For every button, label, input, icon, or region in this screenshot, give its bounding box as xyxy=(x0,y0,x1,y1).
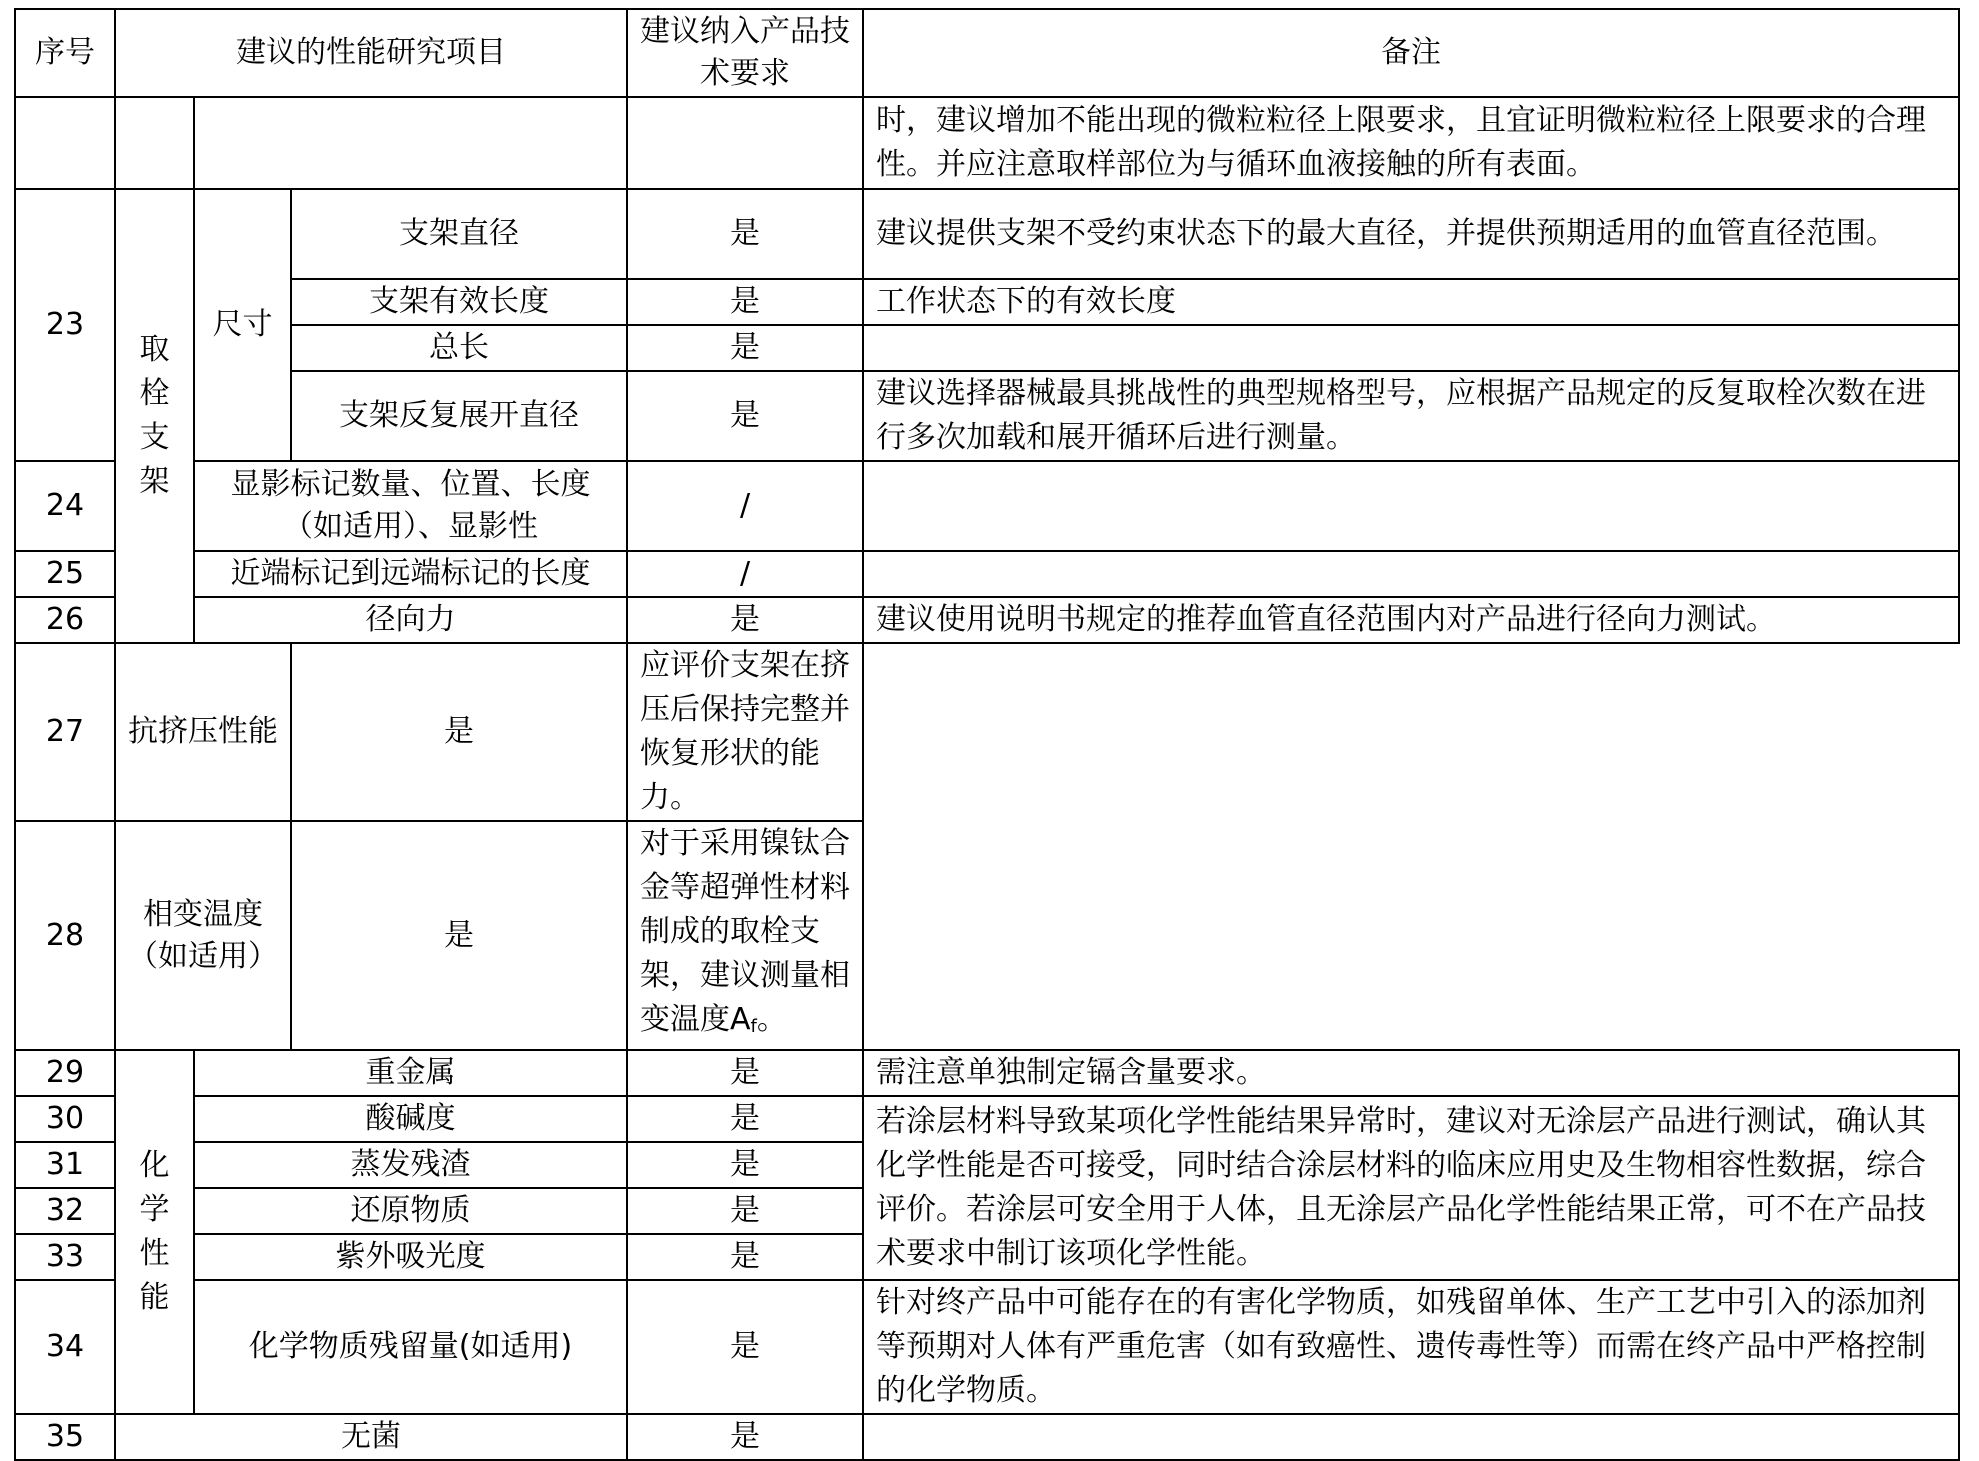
table-row xyxy=(15,325,1959,371)
group-stent-cell: 取栓支架 xyxy=(115,189,194,643)
note-cell xyxy=(863,1414,1959,1460)
include-cell: 是 xyxy=(627,1234,863,1280)
table-row xyxy=(15,371,1959,461)
table-row xyxy=(15,1050,1959,1096)
include-cell: 是 xyxy=(627,1280,863,1414)
include-cell: 是 xyxy=(627,1096,863,1142)
seq-cell: 23 xyxy=(15,189,115,461)
table-row xyxy=(15,189,1959,279)
seq-cell: 33 xyxy=(15,1234,115,1280)
table-row xyxy=(15,821,1959,1050)
include-cell: / xyxy=(627,461,863,551)
item-cell: 抗挤压性能 xyxy=(115,643,291,821)
seq-cell: 26 xyxy=(15,597,115,643)
note-cell: 需注意单独制定镉含量要求。 xyxy=(863,1050,1959,1096)
group-chemical-cell: 化学性能 xyxy=(115,1050,194,1414)
include-cell: / xyxy=(627,551,863,597)
include-cell: 是 xyxy=(291,643,627,821)
note-cell xyxy=(863,461,1959,551)
table-row xyxy=(15,597,1959,643)
note-cell: 时，建议增加不能出现的微粒粒径上限要求，且宜证明微粒粒径上限要求的合理性。并应注意取样部位为与循环血液接触的所有表面。 xyxy=(863,97,1959,189)
header-include: 建议纳入产品技术要求 xyxy=(627,9,863,97)
note-cell: 若涂层材料导致某项化学性能结果异常时，建议对无涂层产品进行测试，确认其化学性能是否可接受，同时结合涂层材料的临床应用史及生物相容性数据，综合评价。若涂层可安全用于人体，且无涂层产品化学性能结果正常，可不在产品技术要求中制订该项化学性能。 xyxy=(863,1096,1959,1280)
include-cell: 是 xyxy=(627,279,863,325)
seq-cell: 24 xyxy=(15,461,115,551)
include-cell: 是 xyxy=(627,325,863,371)
note-cell: 建议提供支架不受约束状态下的最大直径，并提供预期适用的血管直径范围。 xyxy=(863,189,1959,279)
table-row xyxy=(15,551,1959,597)
item-cell: 总长 xyxy=(291,325,627,371)
include-cell: 是 xyxy=(291,821,627,1050)
seq-cell: 29 xyxy=(15,1050,115,1096)
note-cell: 针对终产品中可能存在的有害化学物质，如残留单体、生产工艺中引入的添加剂等预期对人体有严重危害（如有致癌性、遗传毒性等）而需在终产品中严格控制的化学物质。 xyxy=(863,1280,1959,1414)
table-row xyxy=(15,643,1959,821)
include-cell xyxy=(627,97,863,189)
note-cell: 应评价支架在挤压后保持完整并恢复形状的能力。 xyxy=(627,643,863,821)
item-cell: 还原物质 xyxy=(194,1188,627,1234)
table-row xyxy=(15,1280,1959,1414)
include-cell: 是 xyxy=(627,597,863,643)
note-cell: 建议使用说明书规定的推荐血管直径范围内对产品进行径向力测试。 xyxy=(863,597,1959,643)
table-row xyxy=(15,461,1959,551)
seq-cell: 30 xyxy=(15,1096,115,1142)
include-cell: 是 xyxy=(627,1188,863,1234)
seq-cell: 25 xyxy=(15,551,115,597)
seq-cell: 31 xyxy=(15,1142,115,1188)
item-cell: 径向力 xyxy=(194,597,627,643)
include-cell: 是 xyxy=(627,1142,863,1188)
table-row xyxy=(15,1096,1959,1142)
item-cell: 蒸发残渣 xyxy=(194,1142,627,1188)
table-row xyxy=(15,97,1959,189)
note-cell: 建议选择器械最具挑战性的典型规格型号，应根据产品规定的反复取栓次数在进行多次加载和展开循环后进行测量。 xyxy=(863,371,1959,461)
note-cell xyxy=(863,551,1959,597)
include-cell: 是 xyxy=(627,1050,863,1096)
seq-cell: 28 xyxy=(15,821,115,1050)
note-cell: 对于采用镍钛合金等超弹性材料制成的取栓支架，建议测量相变温度Af。 xyxy=(627,821,863,1050)
item-cell: 近端标记到远端标记的长度 xyxy=(194,551,627,597)
header-note: 备注 xyxy=(863,9,1959,97)
item-cell: 支架直径 xyxy=(291,189,627,279)
seq-cell: 34 xyxy=(15,1280,115,1414)
include-cell: 是 xyxy=(627,189,863,279)
header-item: 建议的性能研究项目 xyxy=(115,9,627,97)
item-cell xyxy=(194,97,627,189)
seq-cell: 27 xyxy=(15,643,115,821)
performance-table xyxy=(14,8,1960,1461)
item-cell: 相变温度（如适用） xyxy=(115,821,291,1050)
item-cell: 化学物质残留量(如适用) xyxy=(194,1280,627,1414)
group-size-cell: 尺寸 xyxy=(194,189,291,461)
seq-cell: 35 xyxy=(15,1414,115,1460)
item-cell: 支架有效长度 xyxy=(291,279,627,325)
item-cell: 紫外吸光度 xyxy=(194,1234,627,1280)
item-cell: 支架反复展开直径 xyxy=(291,371,627,461)
include-cell: 是 xyxy=(627,371,863,461)
seq-cell: 32 xyxy=(15,1188,115,1234)
item-cell: 显影标记数量、位置、长度（如适用）、显影性 xyxy=(194,461,627,551)
table-row xyxy=(15,1414,1959,1460)
item-cell xyxy=(115,97,194,189)
seq-cell xyxy=(15,97,115,189)
item-cell: 无菌 xyxy=(115,1414,627,1460)
table-row xyxy=(15,279,1959,325)
header-seq: 序号 xyxy=(15,9,115,97)
note-cell xyxy=(863,325,1959,371)
note-cell: 工作状态下的有效长度 xyxy=(863,279,1959,325)
item-cell: 酸碱度 xyxy=(194,1096,627,1142)
table-header-row xyxy=(15,9,1959,97)
item-cell: 重金属 xyxy=(194,1050,627,1096)
include-cell: 是 xyxy=(627,1414,863,1460)
